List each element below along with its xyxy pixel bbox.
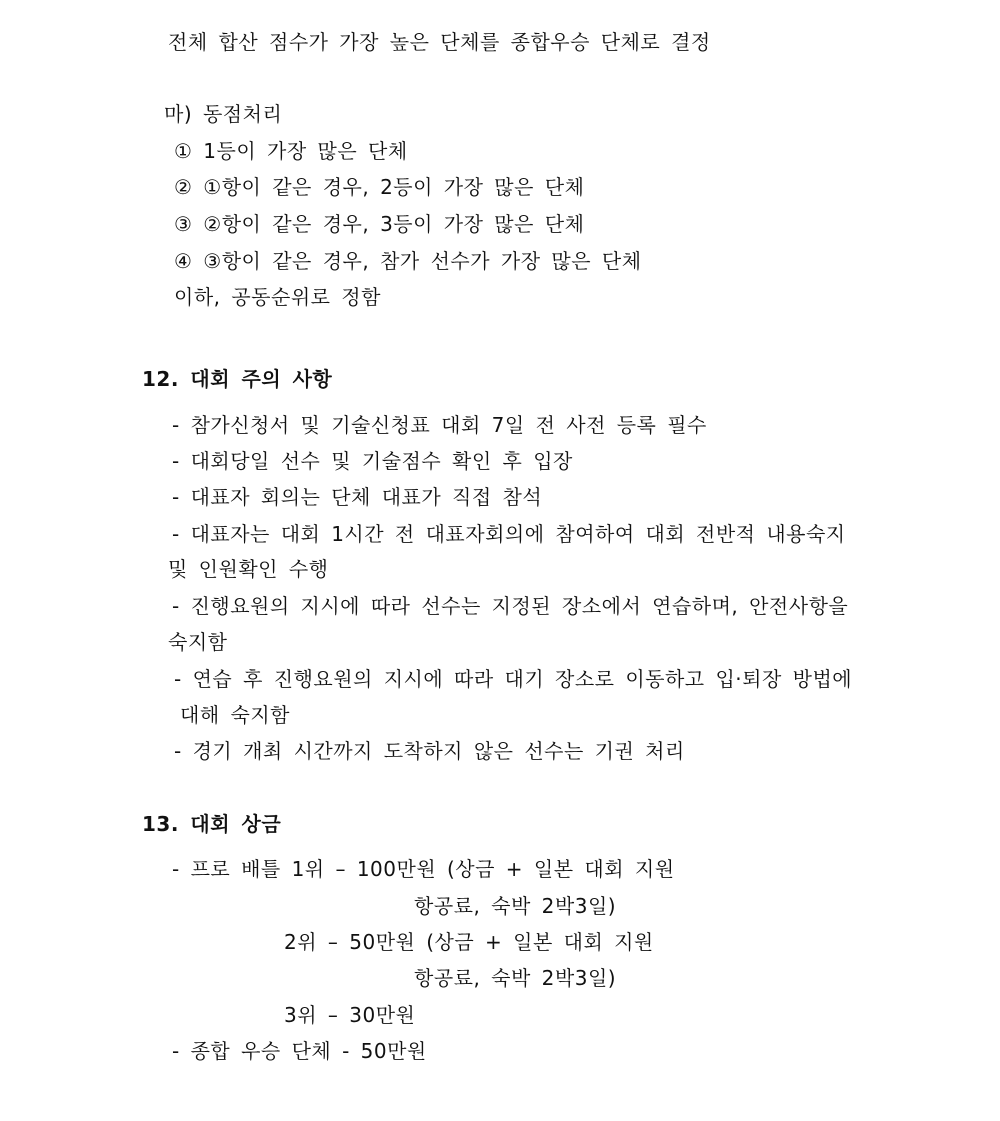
prize-line: 항공료, 숙박 2박3일) <box>414 966 617 990</box>
overall-rule-text: 전체 합산 점수가 가장 높은 단체를 종합우승 단체로 결정 <box>168 30 711 54</box>
tie-rule-item: ② ①항이 같은 경우, 2등이 가장 많은 단체 <box>174 175 585 199</box>
tie-rule-item: ① 1등이 가장 많은 단체 <box>174 139 408 163</box>
tie-rules-footer: 이하, 공동순위로 정함 <box>174 285 381 309</box>
notice-line: - 참가신청서 및 기술신청표 대회 7일 전 사전 등록 필수 <box>172 413 707 437</box>
tie-rule-item: ③ ②항이 같은 경우, 3등이 가장 많은 단체 <box>174 212 585 236</box>
notice-line: - 경기 개최 시간까지 도착하지 않은 선수는 기권 처리 <box>174 739 685 763</box>
notice-line: 대해 숙지함 <box>180 703 290 727</box>
notice-line: - 진행요원의 지시에 따라 선수는 지정된 장소에서 연습하며, 안전사항을 <box>172 594 849 618</box>
notice-line: - 대표자는 대회 1시간 전 대표자회의에 참여하여 대회 전반적 내용숙지 <box>172 522 846 546</box>
tie-rules-title: 마) 동점처리 <box>164 102 283 126</box>
prize-line: 2위 – 50만원 (상금 + 일본 대회 지원 <box>284 930 654 954</box>
section-12-heading: 12. 대회 주의 사항 <box>142 367 333 391</box>
section-13-heading: 13. 대회 상금 <box>142 812 282 836</box>
notice-line: - 연습 후 진행요원의 지시에 따라 대기 장소로 이동하고 입·퇴장 방법에 <box>174 667 853 691</box>
notice-line: - 대표자 회의는 단체 대표가 직접 참석 <box>172 485 543 509</box>
notice-line: - 대회당일 선수 및 기술점수 확인 후 입장 <box>172 449 573 473</box>
tie-rule-item: ④ ③항이 같은 경우, 참가 선수가 가장 많은 단체 <box>174 249 642 273</box>
notice-line: 및 인원확인 수행 <box>168 557 329 581</box>
prize-line: - 종합 우승 단체 - 50만원 <box>172 1039 427 1063</box>
prize-line: 항공료, 숙박 2박3일) <box>414 894 617 918</box>
prize-line: 3위 – 30만원 <box>284 1003 416 1027</box>
prize-line: - 프로 배틀 1위 – 100만원 (상금 + 일본 대회 지원 <box>172 857 675 881</box>
notice-line: 숙지함 <box>168 630 228 654</box>
